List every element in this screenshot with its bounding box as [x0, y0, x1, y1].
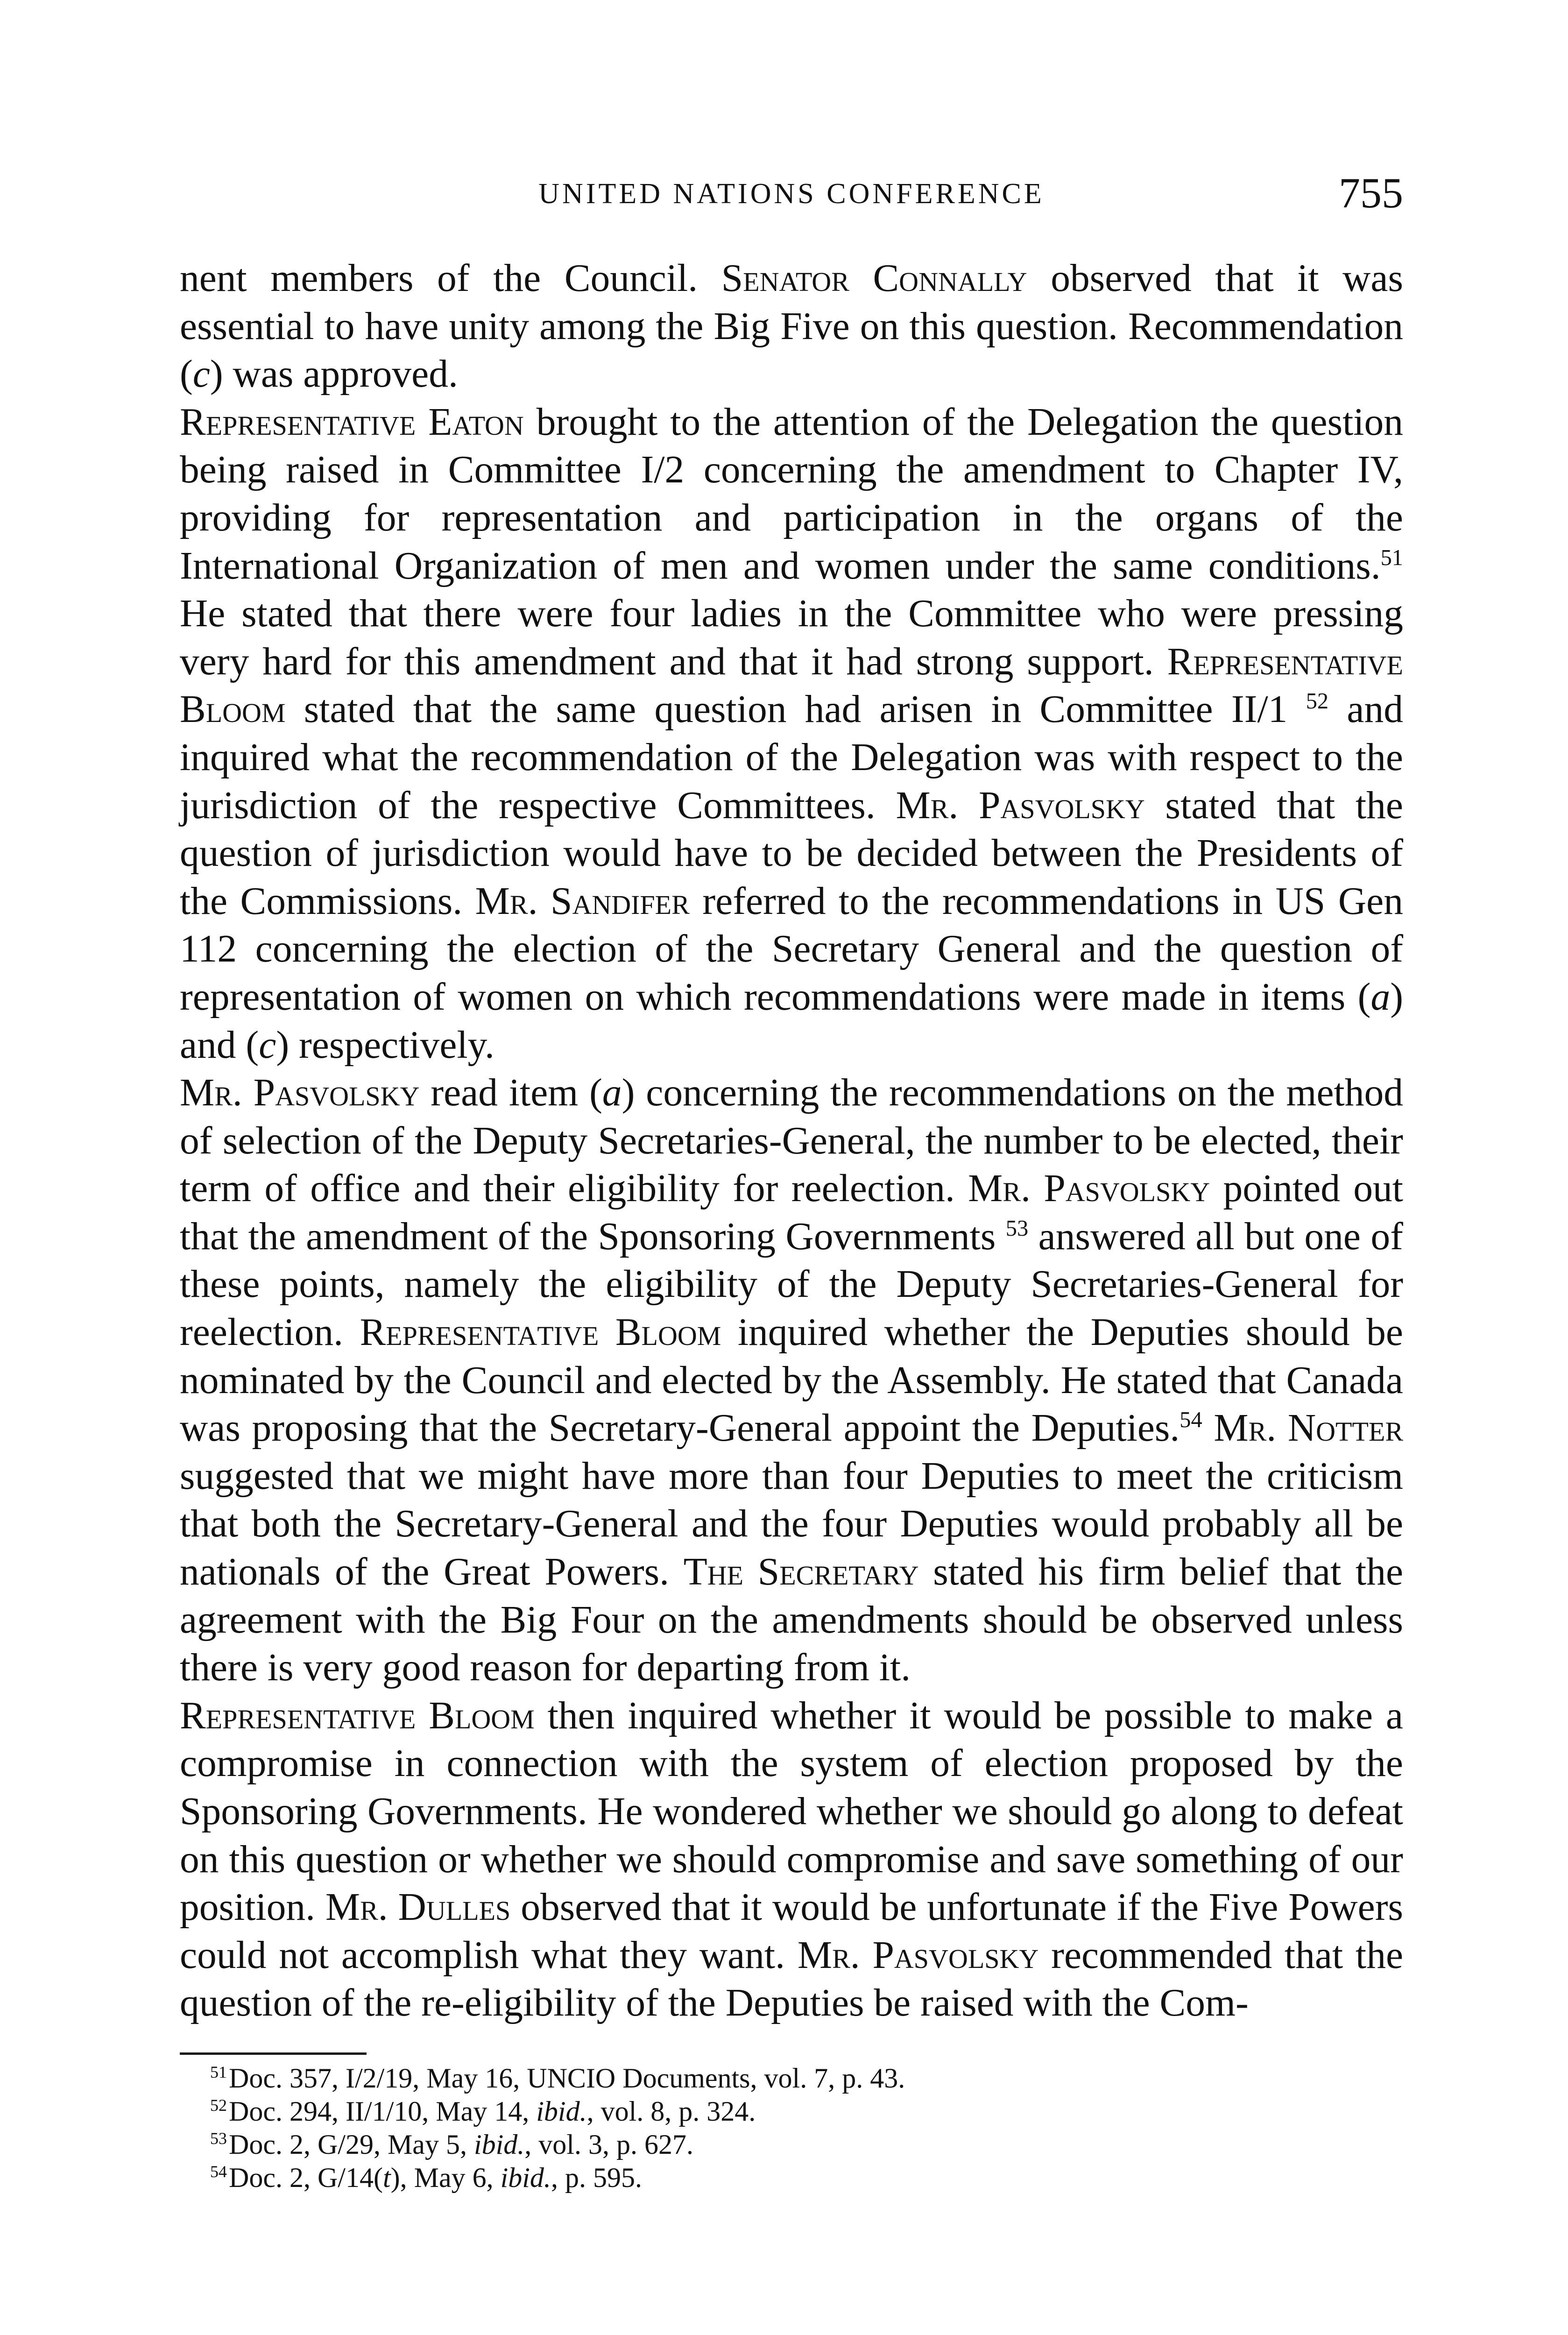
italic-text: t [382, 2162, 391, 2193]
italic-text: a [1370, 975, 1391, 1019]
paragraph [180, 1692, 1403, 2027]
body-text [180, 255, 1403, 2027]
text-run: observed that it would be unfortunate if the Five Powers could not accomplish what they want. [180, 1886, 1403, 1977]
text-run: ) was approved. [210, 353, 458, 396]
speaker-name: Representative Bloom [360, 1311, 721, 1354]
speaker-name: The Secretary [683, 1550, 919, 1594]
footnote-number: 53 [210, 2129, 227, 2148]
footnote [210, 2128, 1377, 2161]
footnote-reference: 53 [1005, 1216, 1029, 1241]
text-run: nent members of the Council. [180, 257, 721, 300]
text-run: ) respectively. [276, 1023, 494, 1067]
speaker-name: Representative Eaton [180, 400, 524, 444]
paragraph [180, 1069, 1403, 1692]
speaker-name: Mr. Dulles [325, 1886, 511, 1929]
text-run: , vol. 3, p. 627. [524, 2129, 693, 2160]
text-run: He stated that there were four ladies in the Committee who were pressing very hard for this amendment and that it had strong support. [180, 592, 1403, 683]
footnote [210, 2161, 1377, 2194]
text-run: pointed out that the amendment of the Sponsoring Governments [180, 1167, 1403, 1258]
footnotes [210, 2062, 1377, 2194]
text-run: Doc. 2, G/29, May 5, [229, 2129, 474, 2160]
text-run: and inquired what the recommendation of the Delegation was with respect to the jurisdiction of the respective Committees. [180, 688, 1403, 827]
text-run: , p. 595. [551, 2162, 642, 2193]
speaker-name: Representative Bloom [180, 640, 1403, 731]
text-run: brought to the attention of the Delegation the question being raised in Committee I/2 concerning the amendment to Chapter IV, providing for representation and participation in the organs of the International Organization of men and women under the same conditions. [180, 400, 1403, 587]
paragraph [180, 255, 1403, 398]
italic-text: c [192, 353, 210, 396]
footnote [210, 2095, 1377, 2128]
italic-text: c [259, 1023, 276, 1067]
speaker-name: Mr. Pasvolsky [180, 1071, 420, 1115]
text-run: read item ( [419, 1071, 602, 1115]
text-run: referred to the recommendations in US Gen 112 concerning the election of the Secretary General and the question of representation of women on which recommendations were made in items ( [180, 879, 1403, 1019]
italic-text: a [602, 1071, 622, 1115]
page-header [180, 168, 1403, 224]
text-run: stated that the question of jurisdiction would have to be decided between the Presidents of the Commissions. [180, 784, 1403, 923]
text-run: ) concerning the recommendations on the method of selection of the Deputy Secretaries-General, the number to be elected, their term of office and their eligibility for reelection. [180, 1071, 1403, 1210]
text-run: Doc. 2, G/14( [229, 2162, 383, 2193]
speaker-name: Representative Bloom [180, 1694, 535, 1737]
text-run: Doc. 294, II/1/10, May 14, [229, 2096, 537, 2127]
text-run: Doc. 357, I/2/19, May 16, UNCIO Documents, vol. 7, p. 43. [229, 2063, 905, 2094]
text-run: ), May 6, [390, 2162, 501, 2193]
text-run: then inquired whether it would be possible to make a compromise in connection with the system of election proposed by the Sponsoring Governments. He wondered whether we should go along to defeat on this question or whether we should compromise and save something of our position. [180, 1694, 1403, 1929]
speaker-name: Senator Connally [721, 257, 1027, 300]
text-run [1202, 1407, 1214, 1450]
speaker-name: Mr. Pasvolsky [797, 1933, 1039, 1977]
text-run: stated that the same question had arisen in Committee II/1 [285, 688, 1306, 731]
text-run: answered all but one of these points, namely the eligibility of the Deputy Secretaries-General for reelection. [180, 1215, 1403, 1354]
speaker-name: Mr. Pasvolsky [896, 784, 1145, 827]
footnote-reference: 54 [1180, 1408, 1202, 1433]
text-run: , vol. 8, p. 324. [586, 2096, 756, 2127]
page-number: 755 [1339, 169, 1403, 217]
italic-text: ibid. [500, 2162, 551, 2193]
speaker-name: Mr. Pasvolsky [968, 1167, 1210, 1210]
text-run: stated his firm belief that the agreement with the Big Four on the amendments should be observed unless there is very good reason for departing from it. [180, 1550, 1404, 1690]
footnote-number: 52 [210, 2096, 227, 2115]
text-run: ) and ( [180, 975, 1403, 1067]
text-run: recommended that the question of the re-eligibility of the Deputies be raised with the Com- [180, 1933, 1404, 2025]
footnote [210, 2062, 1377, 2095]
text-run: inquired whether the Deputies should be nominated by the Council and elected by the Assembly. He stated that Canada was proposing that the Secretary-General appoint the Deputies. [180, 1311, 1403, 1450]
running-head: UNITED NATIONS CONFERENCE [538, 178, 1045, 210]
footnote-divider [180, 2052, 367, 2055]
speaker-name: Mr. Notter [1214, 1407, 1404, 1450]
italic-text: ibid. [473, 2129, 525, 2160]
text-run: suggested that we might have more than four Deputies to meet the criticism that both the Secretary-General and the four Deputies would probably all be nationals of the Great Powers. [180, 1454, 1403, 1594]
footnote-reference: 52 [1306, 689, 1329, 714]
italic-text: ibid. [536, 2096, 587, 2127]
footnote-number: 51 [210, 2063, 227, 2081]
footnote-reference: 51 [1380, 545, 1403, 570]
footnote-number: 54 [210, 2162, 227, 2181]
speaker-name: Mr. Sandifer [475, 879, 690, 923]
text-run: observed that it was essential to have unity among the Big Five on this question. Recommendation ( [180, 257, 1403, 396]
paragraph [180, 398, 1403, 1069]
